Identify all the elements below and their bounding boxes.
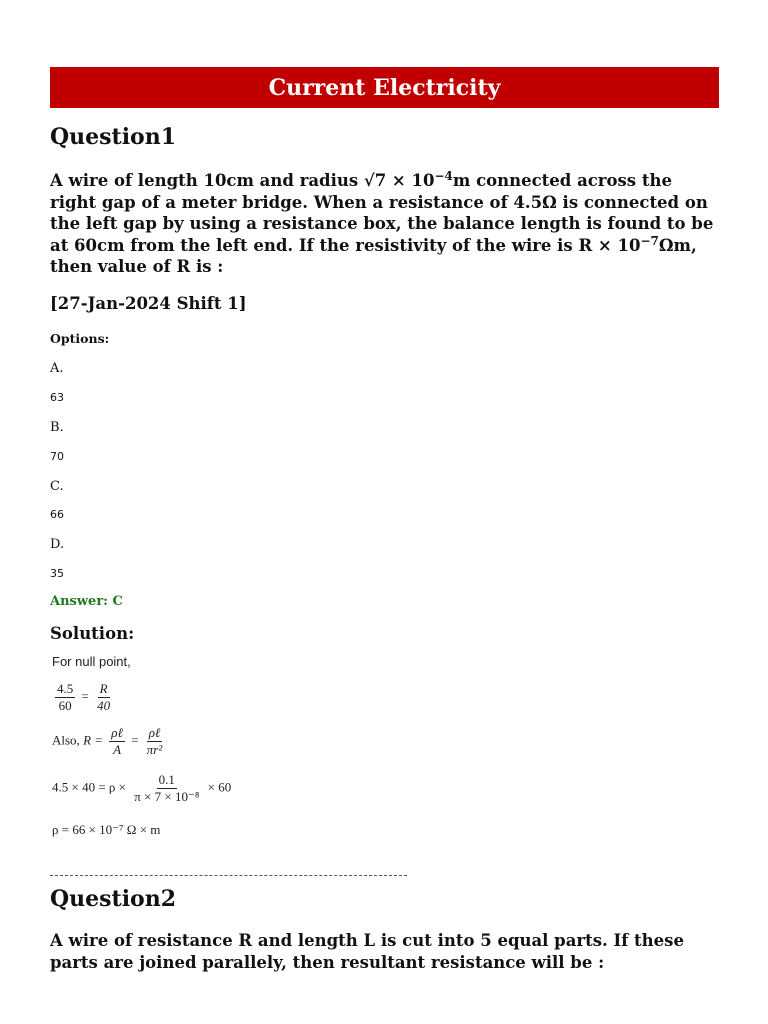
option-d-value: 35 (50, 567, 64, 580)
question-1-line-1: A wire of length 10cm and radius $√7 \times 10^{-4}m$ connected across the (50, 169, 672, 190)
question-1-line-4: at 60cm from the left end. If the resistivity of the wire is $R \times 10^{-7}\Omega m$, (50, 233, 697, 255)
option-d-letter: D. (50, 537, 65, 552)
question-1-line-5: then value of R is : (50, 257, 224, 276)
question-1-title: Question1 (50, 124, 177, 150)
solution-label: Solution: (50, 624, 135, 643)
option-b-value: 70 (50, 450, 64, 463)
option-b-letter: B. (50, 420, 64, 435)
chapter-banner (50, 67, 719, 108)
option-a-letter: A. (50, 361, 64, 376)
solution-equation-3: 4.5 × 40 = ρ × $\frac{0.1}{\text{π × 7 × 10⁻⁸}}$ × 60 (52, 772, 232, 804)
question-1-text (50, 170, 722, 278)
answer-text: Answer: C (50, 594, 123, 609)
option-c-value: 66 (50, 508, 64, 521)
solution-equation-2: Also, R = $\frac{\text{ρℓ}}{A}$ = $\frac{\text{ρℓ}}{\text{πr²}}$ (52, 725, 163, 757)
question-divider (50, 875, 407, 876)
question-2-line-1: A wire of resistance R and length L is cut into 5 equal parts. If these (50, 931, 684, 950)
exam-reference: [27-Jan-2024 Shift 1] (50, 294, 247, 313)
option-a-value: 63 (50, 391, 64, 404)
solution-intro: For null point, (52, 654, 131, 669)
solution-equation-4: ρ = 66 × 10⁻⁷ Ω × m (52, 822, 161, 837)
option-c-letter: C. (50, 479, 64, 494)
solution-equation-1: $\frac{4.5}{60}$ = $\frac{R}{40}$ (57, 681, 111, 713)
question-1-line-3: the left gap by using a resistance box, the balance length is found to be (50, 214, 714, 233)
question-1-line-2: right gap of a meter bridge. When a resistance of 4.5Ω is connected on (50, 192, 708, 212)
question-2-line-2: parts are joined parallely, then resultant resistance will be : (50, 952, 605, 972)
question-2-title: Question2 (50, 886, 177, 912)
chapter-title: Current Electricity (268, 74, 501, 101)
options-label: Options: (50, 331, 110, 346)
question-2-text (50, 930, 722, 973)
